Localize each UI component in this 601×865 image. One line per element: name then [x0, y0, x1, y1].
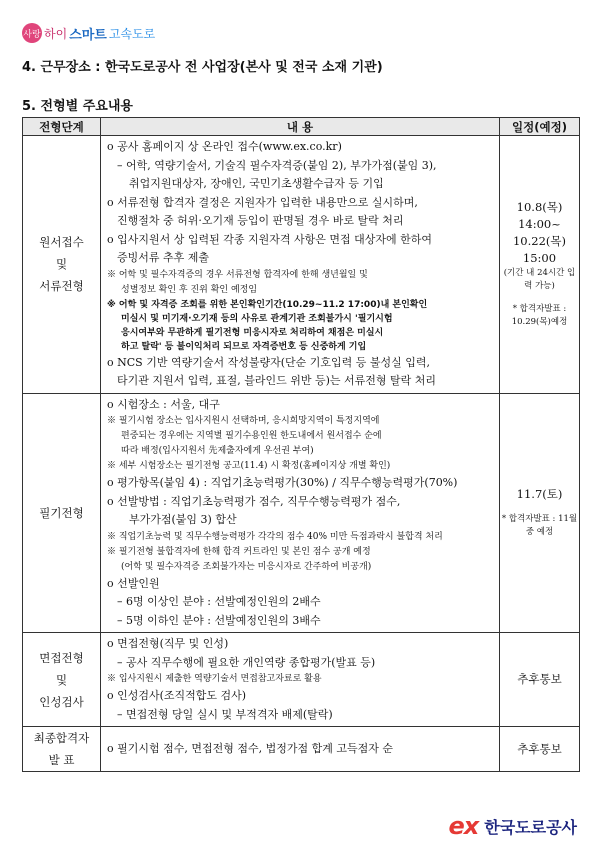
schedule-cell [500, 727, 580, 772]
result-announcement-note: * 합격자발표 : 10.29(목)예정 [511, 304, 568, 328]
content-line: ※ 입사지원시 제출한 역량기술서 면접참고자료로 활용 [107, 674, 322, 684]
content-line: o 선발방법 : 직업기초능력평가 점수, 직무수행능력평가 점수, [107, 494, 401, 508]
smart-highway-logo [22, 22, 155, 44]
section-5-heading: 5. 전형별 주요내용 [22, 99, 133, 114]
content-line: o 인성검사(조직적합도 검사) [107, 689, 247, 702]
stage-label: 최종합격자 [33, 731, 90, 745]
stage-label: 필기전형 [39, 505, 84, 520]
content-line: 부가가점(붙임 3) 합산 [129, 513, 237, 526]
content-line: 응시여부와 무관하게 필기전형 미응시자로 처리하여 채점은 미실시 [121, 327, 384, 338]
stage-label: 면접전형 [39, 650, 84, 665]
logo-tail: 고속도로 [108, 26, 156, 41]
company-name: 한국도로공사 [484, 817, 577, 837]
content-line: o 면접전형(직무 및 인성) [107, 637, 229, 650]
logo-mark: 사랑 [22, 23, 42, 43]
content-line: o 서류전형 합격자 결정은 지원자가 입력한 내용만으로 실시하며, [107, 195, 418, 209]
content-line: ※ 어학 및 자격증 조회를 위한 본인확인기간(10.29~11.2 17:00)내 본인확인 [107, 299, 428, 310]
section-4-heading: 4. 근무장소 : 한국도로공사 전 사업장(본사 및 전국 소재 기관) [22, 60, 383, 75]
content-line: (어학 및 필수자격증 조회불가자는 미응시자로 간주하여 비공개) [121, 561, 372, 572]
content-line: – 어학, 역량기술서, 기술직 필수자격증(붙임 2), 부가가점(붙임 3), [117, 158, 437, 172]
schedule-date: 추후통보 [517, 741, 562, 756]
content-line: o 공사 홈페이지 상 온라인 접수(www.ex.co.kr) [107, 140, 342, 153]
content-line: o NCS 기반 역량기술서 작성불량자(단순 기호입력 등 불성실 입력, [107, 355, 430, 369]
result-announcement-note: * 합격자발표 : 11월중 예정 [501, 514, 578, 538]
table-row [23, 393, 580, 633]
schedule-date: 10.8(목) [516, 200, 563, 215]
content-line: ※ 어학 및 필수자격증의 경우 서류전형 합격자에 한해 생년월일 및 [107, 269, 368, 280]
content-line: 취업지원대상자, 장애인, 국민기초생활수급자 등 기입 [129, 177, 384, 190]
content-line: 증빙서류 추후 제출 [117, 251, 210, 264]
ex-logo-mark: ex [448, 812, 479, 840]
content-line: 하고 탈락' 등 불이익처리 되므로 자격증번호 등 신중하게 기입 [121, 341, 367, 352]
korea-expressway-logo [448, 812, 577, 840]
schedule-date: 10.22(목) [512, 234, 566, 249]
stage-cell [23, 393, 101, 633]
logo-main: 스마트 [69, 27, 107, 43]
content-line: – 공사 직무수행에 필요한 개인역량 종합평가(발표 등) [117, 655, 376, 669]
content-line: 타기관 지원서 입력, 표절, 블라인드 위반 등)는 서류전형 탈락 처리 [117, 374, 437, 387]
table-header-row [23, 118, 580, 136]
content-line: – 면접전형 당일 실시 및 부적격자 배제(탈락) [117, 707, 333, 721]
schedule-note: (기간 내 24시간 입력 가능) [503, 268, 576, 292]
content-line: o 입사지원서 상 입력된 각종 지원자격 사항은 면접 대상자에 한하여 [107, 232, 432, 246]
stage-label: 및 [55, 257, 68, 272]
header-stage: 전형단계 [23, 118, 101, 136]
content-cell [101, 136, 500, 394]
content-line: 편중되는 경우에는 지역별 필기수용인원 한도내에서 원서접수 순에 [121, 431, 382, 441]
stage-cell [23, 727, 101, 772]
schedule-date: 14:00~ [518, 217, 561, 232]
schedule-date: 11.7(토) [516, 487, 563, 502]
content-line: 성별정보 확인 후 진위 확인 예정임 [121, 284, 258, 295]
header-content: 내 용 [101, 118, 500, 136]
table-row [23, 136, 580, 394]
logo-sub: 하이 [44, 26, 68, 41]
content-line: ※ 필기전형 불합격자에 한해 합격 커트라인 및 본인 점수 공개 예정 [107, 546, 371, 557]
content-line: o 선발인원 [107, 576, 160, 590]
stage-label: 서류전형 [39, 279, 84, 294]
stage-label: 인성검사 [39, 694, 84, 709]
schedule-cell [500, 633, 580, 727]
content-line: ※ 필기시험 장소는 입사지원시 선택하며, 응시희망지역이 특정지역에 [107, 416, 380, 426]
content-line: 따라 배정(입사지원서 先제출자에게 우선권 부여) [121, 446, 314, 456]
selection-table [22, 117, 580, 772]
content-line: 진행절차 중 허위·오기재 등입이 판명될 경우 바로 탈락 처리 [117, 214, 404, 227]
content-line: o 평가항목(붙임 4) : 직업기초능력평가(30%) / 직무수행능력평가(70%) [107, 476, 458, 489]
content-line: 미실시 및 미기재·오기재 등의 사유로 관계기관 조회불가시 '필기시험 [121, 313, 393, 324]
stage-cell [23, 633, 101, 727]
content-line: o 시험장소 : 서울, 대구 [107, 397, 220, 411]
content-cell [101, 633, 500, 727]
schedule-cell [500, 136, 580, 394]
stage-label: 발 표 [48, 753, 75, 767]
content-cell [101, 393, 500, 633]
schedule-date: 추후통보 [517, 672, 562, 686]
schedule-date: 15:00 [522, 251, 557, 266]
content-cell [101, 727, 500, 772]
content-line: ※ 세부 시험장소는 필기전형 공고(11.4) 시 확정(홈페이지상 개별 확인) [107, 461, 391, 471]
table-row [23, 727, 580, 772]
schedule-cell [500, 393, 580, 633]
content-line: ※ 직업기초능력 및 직무수행능력평가 각각의 점수 40% 미만 득점과락시 불합격 처리 [107, 531, 443, 542]
stage-label: 원서접수 [39, 235, 84, 250]
header-schedule: 일정(예정) [500, 118, 580, 136]
content-line: – 6명 이상인 분야 : 선발예정인원의 2배수 [117, 595, 321, 608]
table-row [23, 633, 580, 727]
stage-label: 및 [55, 672, 68, 687]
content-line: o 필기시험 점수, 면접전형 점수, 법정가점 합계 고득점자 순 [107, 741, 393, 755]
stage-cell [23, 136, 101, 394]
content-line: – 5명 이하인 분야 : 선발예정인원의 3배수 [117, 613, 321, 627]
